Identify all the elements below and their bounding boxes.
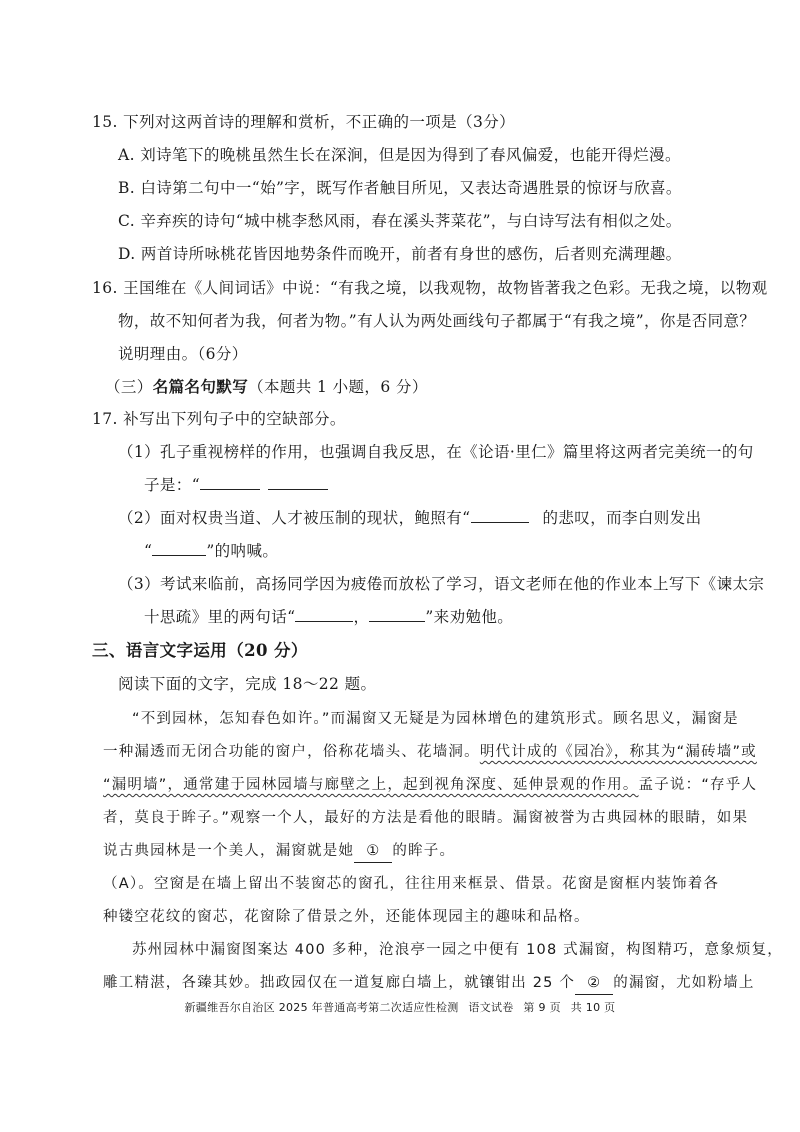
- q17-part1-line1: （1）孔子重视榜样的作用，也强调自我反思，在《论语·里仁》篇里将这两者完美统一的句: [118, 443, 754, 461]
- subsection-title: 名篇名句默写: [152, 377, 249, 396]
- q17-part3-comma: ，: [353, 608, 370, 626]
- numbered-blank-1[interactable]: ①: [354, 840, 392, 863]
- passage-line-2: [103, 741, 757, 763]
- q17-part2-line2: [144, 540, 278, 562]
- q15-option-d: D. 两首诗所咏桃花皆因地势条件而晚开，前者有身世的感伤，后者则充满理趣。: [118, 245, 682, 263]
- passage-line-5-text-a: 说古典园林是一个美人，漏窗就是她: [103, 843, 355, 859]
- section-title: 三、语言文字运用（20 分）: [92, 641, 308, 660]
- q16-line-3: 说明理由。（6分）: [118, 345, 248, 363]
- passage-line-9-text-b: 的漏窗，尤如粉墙上: [613, 975, 755, 991]
- q17-stem: 17. 补写出下列句子中的空缺部分。: [92, 410, 346, 428]
- q17-part3-text-c: ”来劝勉他。: [425, 608, 514, 626]
- q17-part3-line1: （3）考试来临前，高扬同学因为疲倦而放松了学习，语文老师在他的作业本上写下《谏太宗: [118, 575, 765, 593]
- exam-name: 新疆维吾尔自治区 2025 年普通高考第二次适应性检测: [184, 1001, 459, 1014]
- passage-line-9: [103, 972, 755, 995]
- q15-option-c: C. 辛弃疾的诗句“城中桃李愁风雨，春在溪头荠菜花”，与白诗写法有相似之处。: [118, 212, 682, 230]
- answer-blank[interactable]: [295, 607, 353, 622]
- passage-line-3-text: 孟子说：“存乎人: [638, 777, 758, 793]
- q17-part2-text-c: ”的呐喊。: [206, 542, 279, 560]
- answer-blank[interactable]: [152, 541, 206, 556]
- q17-part3-line2: [144, 606, 513, 628]
- reading-instruction: 阅读下面的文字，完成 18～22 题。: [118, 675, 377, 693]
- subsection-points: （本题共 1 小题，6 分）: [248, 378, 428, 396]
- answer-blank[interactable]: [268, 475, 328, 490]
- subject-name: 语文试卷: [468, 1001, 514, 1014]
- numbered-blank-2[interactable]: ②: [575, 972, 613, 995]
- q15-option-b: B. 白诗第二句中一“始”字，既写作者触目所见，又表达奇遇胜景的惊讶与欣喜。: [118, 179, 682, 197]
- subsection-prefix: （三）: [105, 378, 153, 396]
- q17-part2-text-a: （2）面对权贵当道、人才被压制的现状，鲍照有“: [118, 509, 471, 527]
- page-footer: [0, 999, 800, 1015]
- answer-blank[interactable]: [471, 508, 529, 523]
- q17-part2-open-quote: “: [144, 542, 153, 560]
- q15-option-a: A. 刘诗笔下的晚桃虽然生长在深涧，但是因为得到了春风偏爱，也能开得烂漫。: [118, 146, 681, 164]
- q17-part2-text-b: 的悲叹，而李白则发出: [542, 509, 702, 527]
- passage-line-1: “不到园林，怎知春色如许。”而漏窗又无疑是为园林增色的建筑形式。顾名思义，漏窗是: [132, 711, 739, 727]
- answer-blank[interactable]: [369, 607, 425, 622]
- wavy-underlined-text: 明代计成的《园冶》，称其为“漏砖墙”或: [479, 744, 757, 760]
- passage-line-6: （A）。空窗是在墙上留出不装窗芯的窗孔，往往用来框景、借景。花窗是窗框内装饰着各: [103, 876, 720, 892]
- q16-line-1: 16. 王国维在《人间词话》中说：“有我之境，以我观物，故物皆著我之色彩。无我之境，以物观: [92, 279, 768, 297]
- passage-line-3: [103, 774, 757, 796]
- subsection-heading: [105, 376, 428, 398]
- passage-line-5-text-b: 的眸子。: [392, 843, 456, 859]
- q17-part1-prompt: 子是：“: [144, 476, 201, 494]
- passage-line-4: 者，莫良于眸子。”观察一个人，最好的方法是看他的眼睛。漏窗被誉为古典园林的眼睛，如果: [103, 810, 749, 826]
- wavy-underlined-text: “漏明墙”，通常建于园林园墙与廊壁之上，起到视角深度、延伸景观的作用。: [103, 777, 639, 793]
- q17-part3-text-a: 十思疏》里的两句话“: [144, 608, 296, 626]
- page-number: 第 9 页: [523, 1001, 561, 1014]
- passage-line-5: [103, 840, 455, 863]
- q16-line-2: 物，故不知何者为我，何者为物。”有人认为两处画线句子都属于“有我之境”，你是否同意？: [118, 312, 756, 330]
- q17-part2-line1: [118, 507, 702, 529]
- passage-line-2-text: 一种漏透而无闭合功能的窗户，俗称花墙头、花墙洞。: [103, 744, 480, 760]
- answer-blank[interactable]: [200, 475, 260, 490]
- passage-line-7: 种镂空花纹的窗芯，花窗除了借景之外，还能体现园主的趣味和品格。: [103, 909, 590, 925]
- q15-stem: 15. 下列对这两首诗的理解和赏析，不正确的一项是（3分）: [92, 113, 516, 131]
- q17-part1-line2: [144, 474, 328, 496]
- passage-line-9-text-a: 雕工精湛，各臻其妙。拙政园仅在一道复廊白墙上，就镶钳出 25 个: [103, 975, 576, 991]
- passage-line-8: 苏州园林中漏窗图案达 400 多种，沧浪亭一园之中便有 108 式漏窗，构图精巧，意象烦复，: [132, 942, 783, 958]
- page-total: 共 10 页: [570, 1001, 616, 1014]
